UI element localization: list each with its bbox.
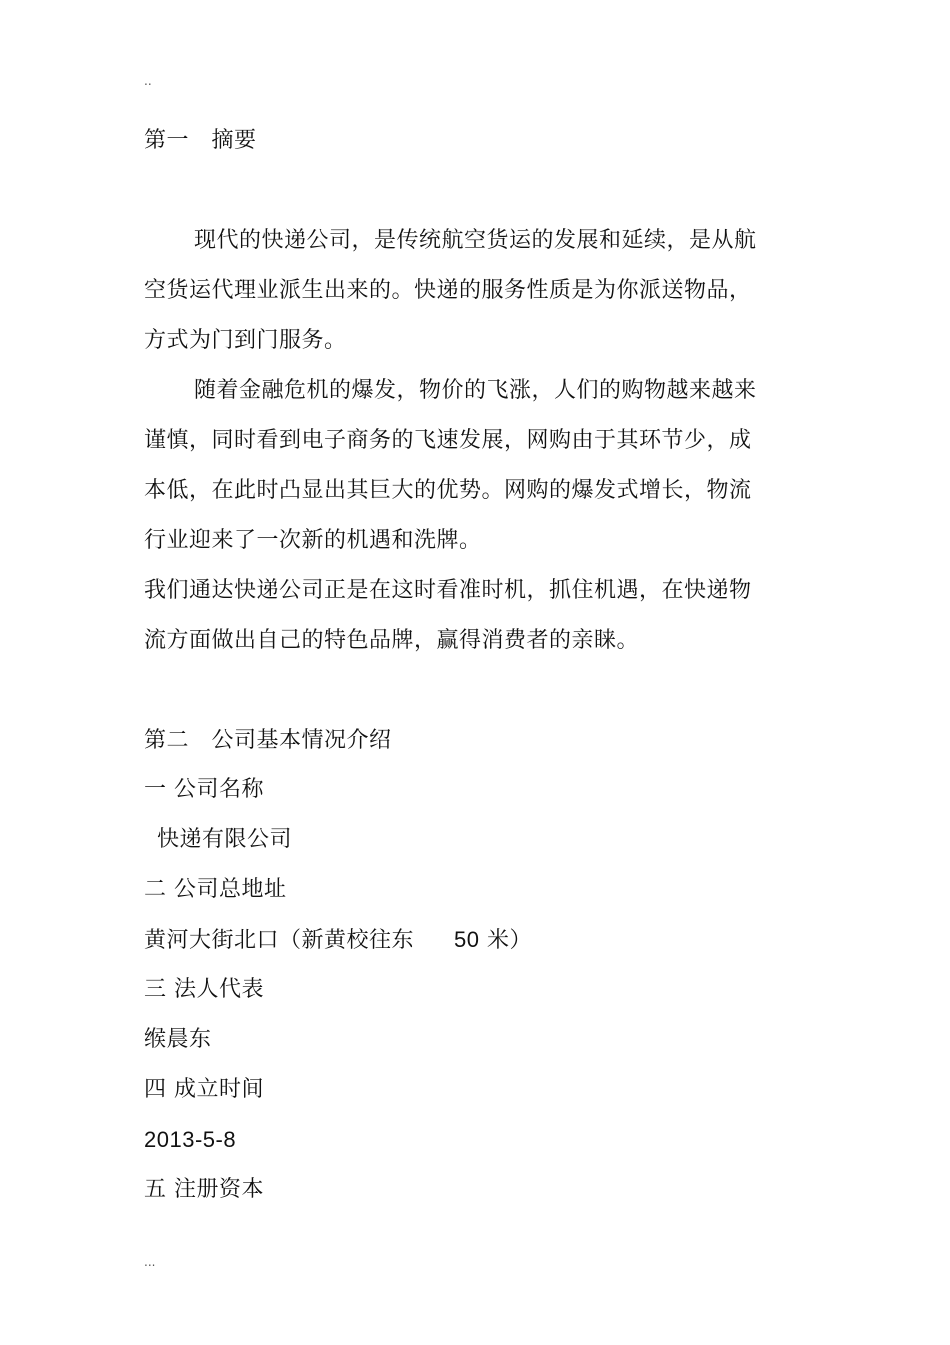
section-2-heading: 第二 公司基本情况介绍 — [144, 728, 392, 753]
item-founded-value: 2013-5-8 — [144, 1127, 237, 1152]
item-legal-rep-label: 三 法人代表 — [144, 977, 264, 1002]
address-distance-number: 50 — [454, 927, 480, 952]
paragraph-3-line-1: 我们通达快递公司正是在这时看准时机，抓住机遇，在快递物 — [144, 578, 752, 603]
item-address-value — [144, 925, 532, 956]
section-1-heading: 第一 摘要 — [144, 128, 257, 153]
footer-mark: ... — [144, 1255, 156, 1269]
address-distance-unit: 米） — [487, 928, 533, 953]
item-legal-rep-value: 缑晨东 — [144, 1027, 212, 1052]
paragraph-2-line-4: 行业迎来了一次新的机遇和洗牌。 — [144, 528, 482, 553]
item-company-name-label: 一 公司名称 — [144, 777, 264, 802]
paragraph-2-line-3: 本低，在此时凸显出其巨大的优势。网购的爆发式增长，物流 — [144, 478, 752, 503]
item-company-name-value: 快递有限公司 — [157, 827, 293, 852]
paragraph-3-line-2: 流方面做出自己的特色品牌，赢得消费者的亲睐。 — [144, 628, 640, 653]
item-founded-label: 四 成立时间 — [144, 1077, 264, 1102]
paragraph-2-line-2: 谨慎，同时看到电子商务的飞速发展，网购由于其环节少，成 — [144, 428, 752, 453]
paragraph-1-line-3: 方式为门到门服务。 — [144, 328, 347, 353]
address-text: 黄河大街北口（新黄校往东 — [144, 928, 415, 953]
header-mark: .. — [144, 74, 152, 88]
paragraph-2-line-1: 随着金融危机的爆发，物价的飞涨，人们的购物越来越来 — [194, 378, 757, 403]
item-address-label: 二 公司总地址 — [144, 877, 287, 902]
item-capital-label: 五 注册资本 — [144, 1177, 264, 1202]
paragraph-1-line-2: 空货运代理业派生出来的。快递的服务性质是为你派送物品， — [144, 278, 752, 303]
paragraph-1-line-1: 现代的快递公司，是传统航空货运的发展和延续，是从航 — [194, 228, 757, 253]
